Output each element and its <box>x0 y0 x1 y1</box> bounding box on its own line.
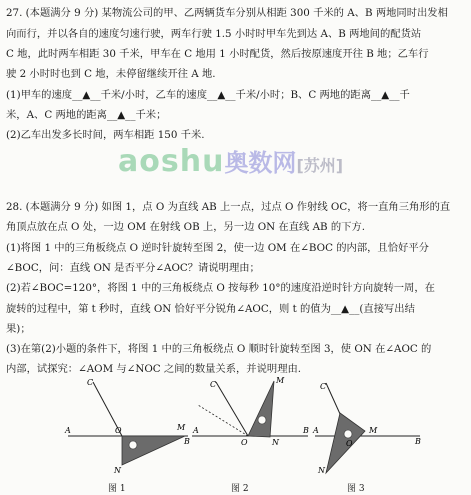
watermark-latin: aoshu <box>118 144 225 179</box>
fig3-label-c: C <box>320 382 327 391</box>
q27-line-6: 米，A、C 两地的距离__▲__千米； <box>6 109 167 121</box>
q28-line-7: 果)； <box>6 323 31 335</box>
q28-line-4: ∠BOC，问：直线 ON 是否平分∠AOC？请说明理由； <box>6 262 260 274</box>
q28-line-9: 内部，试探究：∠AOM 与∠NOC 之间的数量关系，并说明理由. <box>6 363 302 375</box>
fig2-label-c: C <box>210 380 217 389</box>
fig3-label-o: O <box>346 439 353 448</box>
figure-1-caption: 图 1 <box>108 484 126 494</box>
q27-line-2: 向而行，并以各自的速度匀速行驶，两车行驶 1.5 小时时甲车先到达 A、B 两地间的配货站 <box>6 28 422 40</box>
fig2-label-b: B <box>303 426 309 435</box>
q28-line-5: (2)若∠BOC=120°，将图 1 中的三角板绕点 O 按每秒 10°的速度沿逆时针方向旋转一周，在 <box>6 282 435 294</box>
fig2-label-m: M <box>276 376 285 385</box>
q27-line-1: 27. (本题满分 9 分) 某物流公司的甲、乙两辆货车分别从相距 300 千米的 A、B 两地同时出发相 <box>6 7 448 19</box>
watermark-cjk: 奥数网 <box>224 149 297 177</box>
fig2-label-o: O <box>241 438 248 447</box>
fig3-label-m: M <box>369 426 378 435</box>
q28-line-6: 旋转的过程中，第 t 秒时，直线 ON 恰好平分锐角∠AOC，则 t 的值为__▲__(直接写出结 <box>6 303 415 315</box>
fig2-label-n: N <box>272 438 279 447</box>
watermark-logo <box>118 143 343 179</box>
figure-3-caption: 图 3 <box>347 484 365 494</box>
fig3-label-a: A <box>313 426 319 435</box>
q27-line-5: (1)甲车的速度__▲__千米/小时，乙车的速度__▲__千米/小时；B、C 两地的距离__▲__千 <box>6 89 410 101</box>
q28-line-1: 28. (本题满分 9 分) 如图 1，点 O 为直线 AB 上一点，过点 O 作射线 OC，将一直角三角形的直 <box>6 201 451 213</box>
figure-1-diagram <box>60 375 190 475</box>
fig3-label-b: B <box>415 437 421 446</box>
q28-line-8: (3)在第(2)小题的条件下，将图 1 中的三角板绕点 O 顺时针旋转至图 3，使 ON 在∠AOC 的 <box>6 343 432 355</box>
q28-line-3: (1)将图 1 中的三角板绕点 O 逆时针旋转至图 2，使一边 OM 在∠BOC 的内部，且恰好平分 <box>6 242 429 254</box>
fig1-label-m: M <box>177 423 186 432</box>
figure-2-caption: 图 2 <box>231 484 249 494</box>
fig1-label-c: C <box>87 378 94 387</box>
q27-line-3: C 地，此时两车相距 30 千米，甲车在 C 地用 1 小时配货，然后按原速度开往 B 地；乙车行 <box>6 48 429 60</box>
q28-line-2: 角顶点放在点 O 处，一边 OM 在射线 OB 上，另一边 ON 在直线 AB 的下方. <box>6 221 366 233</box>
fig1-label-b: B <box>184 437 190 446</box>
figure-2-diagram <box>190 375 310 475</box>
fig3-label-n: N <box>318 466 325 475</box>
q27-line-7: (2)乙车出发多长时间，两车相距 150 千米. <box>6 129 205 141</box>
fig2-label-a: A <box>193 426 199 435</box>
fig1-label-n: N <box>114 466 121 475</box>
fig1-label-o: O <box>115 426 122 435</box>
fig1-label-a: A <box>65 426 71 435</box>
figure-3-diagram <box>310 375 430 475</box>
q27-line-4: 驶 2 小时时也到 C 地，未停留继续开往 A 地. <box>6 68 216 80</box>
watermark-city: [苏州] <box>296 156 344 175</box>
